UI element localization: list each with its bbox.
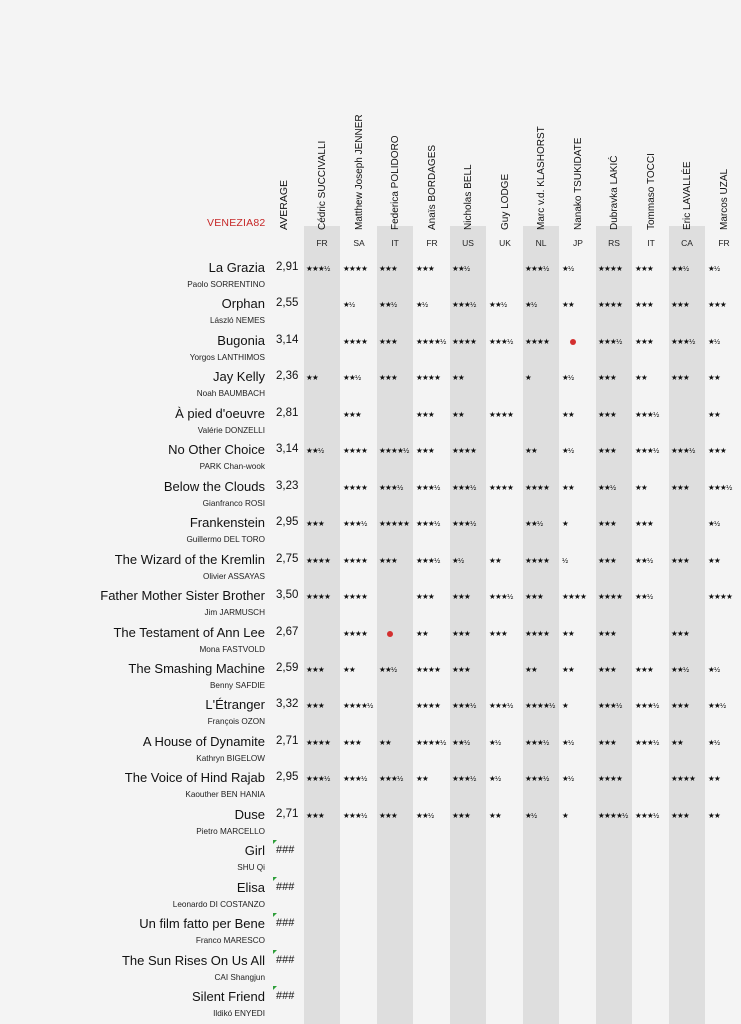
rating-stars: ★★★★	[562, 592, 587, 601]
rating-stars: ★★★★½	[416, 337, 446, 346]
rating-stars: ★★½	[379, 300, 397, 309]
rating-stars: ★★	[343, 665, 356, 674]
rating-dot	[387, 631, 393, 637]
average-score: 3,14	[276, 334, 299, 346]
film-director: Kaouther BEN HANIA	[185, 790, 265, 799]
average-score: ###	[276, 954, 295, 966]
rating-stars: ★★	[489, 556, 502, 565]
rating-stars: ★★★½	[489, 592, 513, 601]
rating-stars: ★★★★	[598, 300, 623, 309]
rating-stars: ★★★	[343, 738, 362, 747]
rating-stars: ★★★	[379, 264, 398, 273]
rating-stars: ★★	[452, 373, 465, 382]
film-director: Leonardo DI COSTANZO	[172, 900, 265, 909]
rating-stars: ★★★½	[489, 337, 513, 346]
film-director: Jim JARMUSCH	[204, 608, 265, 617]
rating-stars: ★★★½	[635, 446, 659, 455]
rating-stars: ★★★½	[379, 774, 403, 783]
flag-marker	[273, 950, 277, 954]
rating-stars: ★½	[416, 300, 428, 309]
rating-stars: ★★★½	[416, 519, 440, 528]
flag-marker	[273, 840, 277, 844]
rating-stars: ★★★	[489, 629, 508, 638]
rating-stars: ★	[562, 519, 569, 528]
rating-stars: ★★★	[635, 519, 654, 528]
rating-stars: ★★★★	[598, 592, 623, 601]
rating-stars: ★★★½	[635, 701, 659, 710]
rating-stars: ★★★	[379, 373, 398, 382]
critic-country: SA	[353, 238, 365, 248]
rating-stars: ★★½	[416, 811, 434, 820]
critic-country: JP	[573, 238, 583, 248]
film-title: À pied d'oeuvre	[175, 406, 265, 421]
rating-stars: ★★	[708, 373, 721, 382]
rating-stars: ★★★★½	[343, 701, 373, 710]
rating-stars: ★★	[635, 483, 648, 492]
rating-stars: ★★★½	[635, 410, 659, 419]
average-score: 2,55	[276, 297, 299, 309]
rating-stars: ★★★★	[306, 738, 331, 747]
rating-stars: ★★★½	[525, 738, 549, 747]
rating-stars: ★★★★	[452, 446, 477, 455]
film-title: Duse	[234, 807, 265, 822]
rating-stars: ★★★	[671, 701, 690, 710]
rating-stars: ★★	[671, 738, 684, 747]
film-title: Orphan	[221, 296, 265, 311]
rating-stars: ★★★	[671, 373, 690, 382]
film-title: L'Étranger	[205, 697, 265, 712]
rating-stars: ★	[525, 373, 532, 382]
rating-stars: ★★½	[671, 264, 689, 273]
film-director: Valérie DONZELLI	[197, 426, 265, 435]
rating-stars: ★★½	[671, 665, 689, 674]
rating-stars: ★★	[562, 483, 575, 492]
rating-stars: ★★★★	[598, 774, 623, 783]
rating-stars: ★★★	[379, 556, 398, 565]
critic-name-text: Federica POLIDORO	[390, 135, 401, 230]
rating-stars: ★½	[343, 300, 355, 309]
film-director: Franco MARESCO	[195, 936, 265, 945]
rating-stars: ★★★★★	[379, 519, 410, 528]
average-score: 2,95	[276, 516, 299, 528]
film-director: PARK Chan-wook	[199, 462, 265, 471]
rating-stars: ★★★★	[489, 483, 514, 492]
rating-stars: ★★½	[708, 701, 726, 710]
rating-stars: ★★★	[598, 629, 617, 638]
rating-stars: ★★★	[452, 665, 471, 674]
rating-stars: ★★	[708, 811, 721, 820]
rating-stars: ★★★	[598, 519, 617, 528]
rating-stars: ★★★½	[671, 337, 695, 346]
rating-stars: ★★★½	[452, 774, 476, 783]
critic-country: IT	[391, 238, 399, 248]
critic-country: IT	[647, 238, 655, 248]
flag-marker	[273, 986, 277, 990]
rating-stars: ★★	[525, 446, 538, 455]
rating-stars: ★★★★	[708, 592, 733, 601]
critic-country: RS	[608, 238, 620, 248]
rating-stars: ★★★	[635, 300, 654, 309]
film-title: Silent Friend	[192, 989, 265, 1004]
rating-stars: ★★★★½	[416, 738, 446, 747]
rating-stars: ★½	[525, 811, 537, 820]
average-score: 2,36	[276, 370, 299, 382]
average-score: ###	[276, 881, 295, 893]
film-title: Father Mother Sister Brother	[100, 588, 265, 603]
critic-name-text: Eric LAVALLÉE	[682, 161, 693, 230]
festival-label: VENEZIA82	[207, 217, 266, 229]
rating-stars: ★★★★½	[379, 446, 409, 455]
rating-stars: ★★★	[598, 738, 617, 747]
rating-stars: ★★★★½	[525, 701, 555, 710]
rating-stars: ★★	[525, 665, 538, 674]
rating-stars: ★★★½	[343, 811, 367, 820]
film-director: Yorgos LANTHIMOS	[189, 353, 265, 362]
rating-stars: ★★	[416, 774, 429, 783]
rating-stars: ★★★★	[343, 592, 368, 601]
rating-stars: ★★★	[525, 592, 544, 601]
rating-stars: ★★½	[379, 665, 397, 674]
rating-stars: ★★★½	[525, 264, 549, 273]
rating-stars: ★★★½	[416, 483, 440, 492]
average-score: ###	[276, 917, 295, 929]
film-title: Girl	[244, 843, 265, 858]
critic-name-text: Matthew Joseph JENNER	[354, 114, 365, 230]
rating-stars: ★★½	[635, 556, 653, 565]
rating-stars: ★★★★	[343, 629, 368, 638]
rating-stars: ★★★	[306, 519, 325, 528]
rating-stars: ★★½	[343, 373, 361, 382]
rating-stars: ★★	[489, 811, 502, 820]
rating-stars: ★½	[562, 373, 574, 382]
rating-stars: ★★★	[379, 337, 398, 346]
rating-stars: ★½	[708, 337, 720, 346]
rating-stars: ★★★★	[598, 264, 623, 273]
rating-stars: ★★★★	[416, 373, 441, 382]
rating-stars: ★★★★	[416, 701, 441, 710]
rating-stars: ★★★½	[598, 701, 622, 710]
rating-stars: ★★	[379, 738, 392, 747]
flag-marker	[273, 913, 277, 917]
rating-stars: ★★★★	[489, 410, 514, 419]
critic-name-text: Marc v.d. KLASHORST	[536, 126, 547, 230]
critic-name-text: Guy LODGE	[500, 173, 511, 230]
film-director: Kathryn BIGELOW	[196, 754, 265, 763]
critic-country: NL	[535, 238, 547, 248]
rating-stars: ★★★	[452, 811, 471, 820]
rating-stars: ★★★★	[343, 556, 368, 565]
rating-stars: ★★	[562, 665, 575, 674]
average-score: 2,81	[276, 407, 299, 419]
critic-country: UK	[499, 238, 511, 248]
film-title: Bugonia	[217, 333, 265, 348]
rating-stars: ★★	[562, 300, 575, 309]
rating-stars: ★★★	[635, 264, 654, 273]
film-director: Guillermo DEL TORO	[186, 535, 265, 544]
average-score: 2,75	[276, 553, 299, 565]
film-title: The Smashing Machine	[128, 661, 265, 676]
rating-stars: ★★★½	[525, 774, 549, 783]
average-score: ###	[276, 844, 295, 856]
rating-stars: ★★★★	[452, 337, 477, 346]
rating-stars: ★★½	[598, 483, 616, 492]
rating-stars: ★½	[562, 774, 574, 783]
rating-stars: ★★★½	[671, 446, 695, 455]
rating-stars: ★★★½	[489, 701, 513, 710]
film-director: Noah BAUMBACH	[196, 389, 265, 398]
rating-stars: ★★★★	[525, 337, 550, 346]
rating-stars: ★★★★	[343, 483, 368, 492]
rating-stars: ★★★	[708, 300, 727, 309]
rating-stars: ★½	[708, 665, 720, 674]
film-director: SHU Qi	[237, 863, 265, 872]
rating-stars: ★★★★	[343, 337, 368, 346]
film-director: Ildikó ENYEDI	[213, 1009, 265, 1018]
film-title: La Grazia	[208, 260, 265, 275]
rating-stars: ★★★½	[452, 300, 476, 309]
rating-stars: ★★★	[379, 811, 398, 820]
average-score: 2,71	[276, 808, 299, 820]
film-title: The Sun Rises On Us All	[121, 953, 265, 968]
critic-name-text: Anaïs BORDAGES	[427, 144, 438, 230]
film-title: The Voice of Hind Rajab	[124, 770, 265, 785]
critic-country: FR	[426, 238, 438, 248]
film-title: No Other Choice	[168, 442, 265, 457]
film-director: Mona FASTVOLD	[199, 645, 265, 654]
film-title: The Testament of Ann Lee	[113, 625, 265, 640]
rating-stars: ★★★	[598, 446, 617, 455]
critic-country: FR	[316, 238, 328, 248]
rating-stars: ★★½	[525, 519, 543, 528]
average-score: 2,71	[276, 735, 299, 747]
column-stripe	[304, 226, 340, 1024]
rating-stars: ★★½	[452, 264, 470, 273]
rating-stars: ★★	[306, 373, 319, 382]
rating-stars: ★★★	[416, 446, 435, 455]
rating-stars: ★★	[708, 774, 721, 783]
rating-stars: ★★★	[452, 592, 471, 601]
rating-stars: ★½	[452, 556, 464, 565]
rating-stars: ★★★★	[671, 774, 696, 783]
film-director: Olivier ASSAYAS	[202, 572, 265, 581]
rating-stars: ★★★½	[635, 738, 659, 747]
rating-stars: ★★★★	[525, 556, 550, 565]
rating-stars: ★★★½	[452, 483, 476, 492]
rating-stars: ★★★	[671, 556, 690, 565]
average-score: 2,91	[276, 261, 299, 273]
rating-stars: ★★	[452, 410, 465, 419]
film-director: CAI Shangjun	[214, 973, 265, 982]
film-title: Below the Clouds	[163, 479, 265, 494]
film-title: The Wizard of the Kremlin	[114, 552, 265, 567]
rating-stars: ★★★½	[452, 701, 476, 710]
rating-stars: ★½	[708, 519, 720, 528]
rating-stars: ★★★★	[416, 665, 441, 674]
rating-stars: ★★★½	[343, 519, 367, 528]
rating-stars: ★★★½	[452, 519, 476, 528]
rating-stars: ★★★	[598, 665, 617, 674]
rating-stars: ★★	[635, 373, 648, 382]
rating-stars: ★★★½	[306, 774, 330, 783]
rating-stars: ★★★½	[379, 483, 403, 492]
critic-name-text: Nanako TSUKIDATE	[573, 137, 584, 230]
critic-name-text: Cédric SUCCIVALLI	[317, 140, 328, 230]
rating-stars: ★★	[708, 410, 721, 419]
rating-stars: ★★★★	[343, 264, 368, 273]
rating-stars: ★★★½	[306, 264, 330, 273]
rating-stars: ★★★★½	[598, 811, 628, 820]
film-title: Jay Kelly	[212, 369, 265, 384]
rating-stars: ★★	[708, 556, 721, 565]
average-score: 3,14	[276, 443, 299, 455]
average-score: 2,67	[276, 626, 299, 638]
rating-stars: ★★★★	[525, 629, 550, 638]
film-director: Benny SAFDIE	[209, 681, 265, 690]
rating-stars: ★★★★	[343, 446, 368, 455]
rating-stars: ★★★	[598, 410, 617, 419]
film-director: Gianfranco ROSI	[202, 499, 265, 508]
rating-stars: ★★	[416, 629, 429, 638]
critic-name-text: Nicholas BELL	[463, 164, 474, 230]
average-score: ###	[276, 990, 295, 1002]
film-director: Paolo SORRENTINO	[187, 280, 265, 289]
rating-stars: ★★★	[671, 300, 690, 309]
rating-stars: ★★★★	[306, 556, 331, 565]
rating-stars: ★½	[525, 300, 537, 309]
average-score: 2,95	[276, 771, 299, 783]
rating-stars: ★★★	[416, 410, 435, 419]
rating-stars: ★★★	[306, 665, 325, 674]
rating-stars: ★	[562, 701, 569, 710]
critic-name-text: Tommaso TOCCI	[646, 153, 657, 230]
film-title: A House of Dynamite	[142, 734, 265, 749]
critic-country: CA	[681, 238, 693, 248]
rating-stars: ★★½	[452, 738, 470, 747]
rating-stars: ★★★	[671, 811, 690, 820]
rating-stars: ★★½	[306, 446, 324, 455]
rating-stars: ★½	[489, 774, 501, 783]
rating-dot	[570, 339, 576, 345]
film-title: Frankenstein	[189, 515, 265, 530]
rating-stars: ★★★	[635, 665, 654, 674]
rating-stars: ★★★½	[416, 556, 440, 565]
rating-stars: ★★★	[306, 811, 325, 820]
rating-stars: ★	[562, 811, 569, 820]
rating-stars: ★★★	[416, 264, 435, 273]
rating-stars: ★★½	[489, 300, 507, 309]
rating-stars: ★★★★	[525, 483, 550, 492]
rating-stars: ★★★	[598, 373, 617, 382]
rating-stars: ★½	[562, 738, 574, 747]
film-title: Un film fatto per Bene	[139, 916, 265, 931]
film-title: Elisa	[236, 880, 265, 895]
rating-stars: ★★★½	[598, 337, 622, 346]
critic-name-text: Dubravka LAKIĆ	[609, 155, 620, 230]
film-director: François OZON	[207, 717, 265, 726]
rating-stars: ★½	[489, 738, 501, 747]
average-score: 3,23	[276, 480, 299, 492]
rating-stars: ★★	[562, 629, 575, 638]
rating-stars: ★★★	[452, 629, 471, 638]
rating-stars: ★★	[562, 410, 575, 419]
rating-stars: ★★★½	[343, 774, 367, 783]
rating-stars: ★½	[562, 446, 574, 455]
critic-name-text: Marcos UZAL	[719, 168, 730, 230]
flag-marker	[273, 877, 277, 881]
rating-stars: ★★½	[635, 592, 653, 601]
average-score: 3,32	[276, 698, 299, 710]
critic-country: US	[462, 238, 474, 248]
rating-stars: ★★★★	[306, 592, 331, 601]
rating-stars: ★½	[708, 738, 720, 747]
rating-stars: ★★★	[343, 410, 362, 419]
rating-stars: ½	[562, 556, 568, 565]
rating-stars: ★★★	[416, 592, 435, 601]
rating-stars: ★★★	[635, 337, 654, 346]
rating-stars: ★★★½	[708, 483, 732, 492]
rating-stars: ★★★	[671, 629, 690, 638]
rating-stars: ★★★	[671, 483, 690, 492]
rating-stars: ★½	[562, 264, 574, 273]
film-director: László NEMES	[209, 316, 265, 325]
film-director: Pietro MARCELLO	[196, 827, 265, 836]
rating-stars: ★★★	[708, 446, 727, 455]
rating-stars: ★½	[708, 264, 720, 273]
average-score: 3,50	[276, 589, 299, 601]
rating-stars: ★★★	[598, 556, 617, 565]
average-score: 2,59	[276, 662, 299, 674]
rating-stars: ★★★	[306, 701, 325, 710]
critic-country: FR	[718, 238, 730, 248]
rating-stars: ★★★½	[635, 811, 659, 820]
